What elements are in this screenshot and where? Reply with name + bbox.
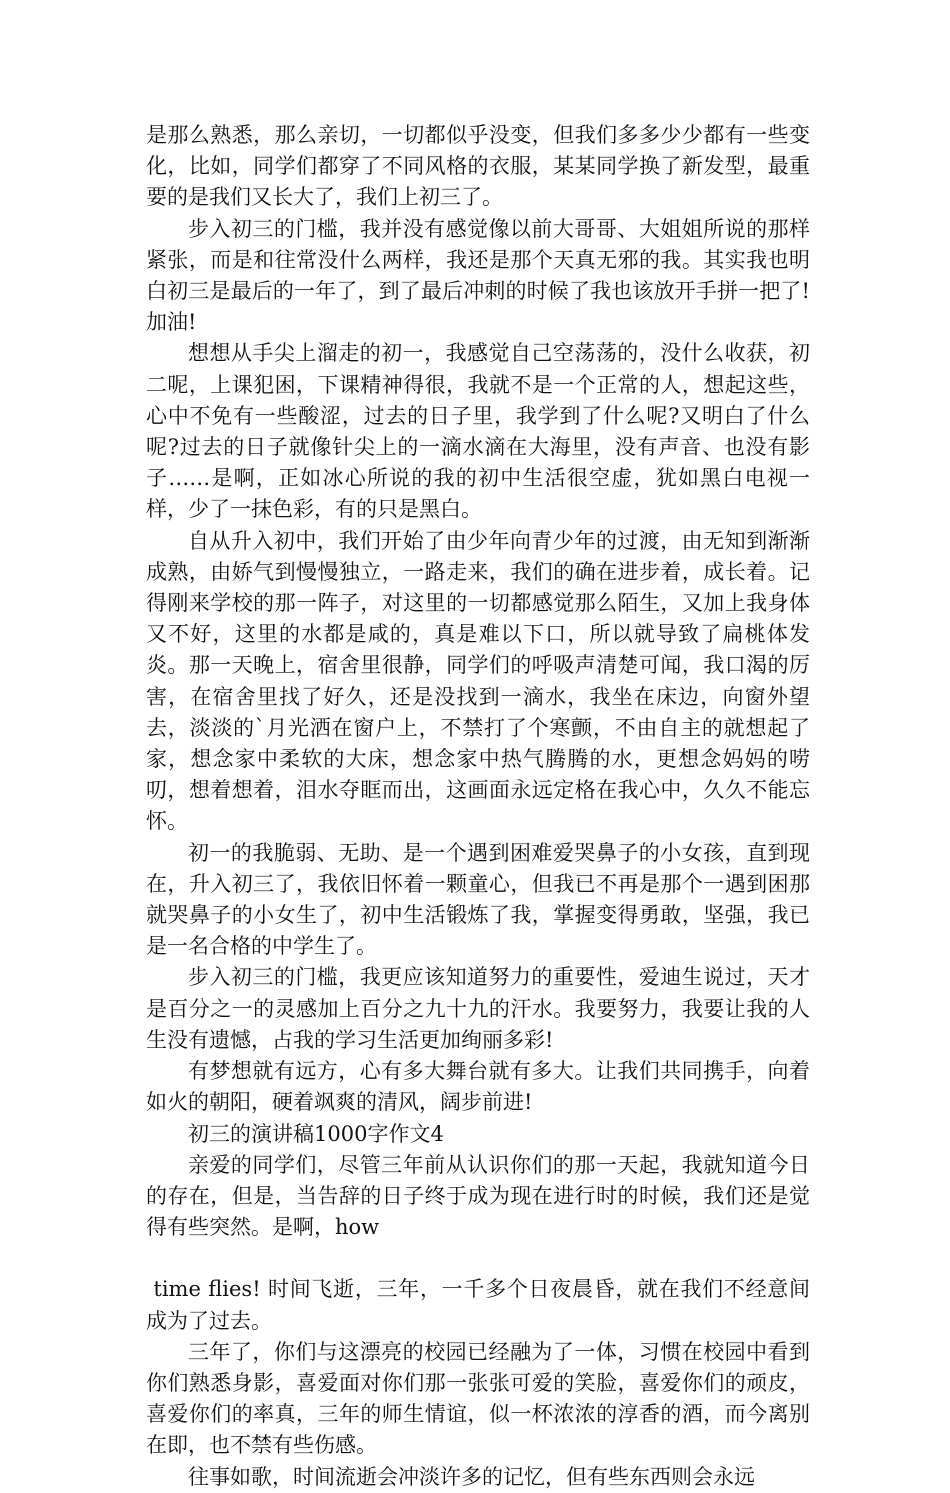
document-page xyxy=(146,120,810,1493)
paragraph-8: 亲爱的同学们，尽管三年前从认识你们的那一天起，我就知道今日的存在，但是，当告辞的日子终于成为现在进行时的时候，我们还是觉得有些突然。是啊，how xyxy=(146,1152,810,1240)
essay-heading: 初三的演讲稿1000字作文4 xyxy=(188,1121,444,1146)
paragraph-10: 三年了，你们与这漂亮的校园已经融为了一体，习惯在校园中看到你们熟悉身影，喜爱面对你们那一张张可爱的笑脸，喜爱你们的顽皮，喜爱你们的率真，三年的师生情谊，似一杯浓浓的淳香的酒，而今离别在即，也不禁有些伤感。 xyxy=(146,1339,810,1458)
paragraph-4: 自从升入初中，我们开始了由少年向青少年的过渡，由无知到渐渐成熟，由娇气到慢慢独立，一路走来，我们的确在进步着，成长着。记得刚来学校的那一阵子，对这里的一切都感觉那么陌生，又加上我身体又不好，这里的水都是咸的，真是难以下口，所以就导致了扁桃体发炎。那一天晚上，宿舍里很静，同学们的呼吸声清楚可闻，我口渴的厉害，在宿舍里找了好久，还是没找到一滴水，我坐在床边，向窗外望去，淡淡的`月光洒在窗户上，不禁打了个寒颤，不由自主的就想起了家，想念家中柔软的大床，想念家中热气腾腾的水，更想念妈妈的唠叨，想着想着，泪水夺眶而出，这画面永远定格在我心中，久久不能忘怀。 xyxy=(146,528,810,834)
paragraph-6: 步入初三的门槛，我更应该知道努力的重要性，爱迪生说过，天才是百分之一的灵感加上百分之九十九的汗水。我要努力，我要让我的人生没有遗憾，占我的学习生活更加绚丽多彩! xyxy=(146,965,810,1052)
paragraph-7: 有梦想就有远方，心有多大舞台就有多大。让我们共同携手，向着如火的朝阳，硬着飒爽的清风，阔步前进! xyxy=(146,1059,810,1115)
paragraph-5: 初一的我脆弱、无助、是一个遇到困难爱哭鼻子的小女孩，直到现在，升入初三了，我依旧怀着一颗童心，但我已不再是那个一遇到困那就哭鼻子的小女生了，初中生活锻炼了我，掌握变得勇敢，坚强，我已是一名合格的中学生了。 xyxy=(146,840,810,959)
paragraph-3: 想想从手尖上溜走的初一，我感觉自己空荡荡的，没什么收获，初二呢，上课犯困，下课精神得很，我就不是一个正常的人，想起这些，心中不免有一些酸涩，过去的日子里，我学到了什么呢?又明白了什么呢?过去的日子就像针尖上的一滴水滴在大海里，没有声音、也没有影子……是啊，正如冰心所说的我的初中生活很空虚，犹如黑白电视一样，少了一抹色彩，有的只是黑白。 xyxy=(146,341,810,522)
paragraph-9: time flies! 时间飞逝，三年，一千多个日夜晨昏，就在我们不经意间成为了过去。 xyxy=(146,1277,810,1333)
paragraph-11: 往事如歌，时间流逝会冲淡许多的记忆，但有些东西则会永远 xyxy=(188,1464,755,1489)
paragraph-2: 步入初三的门槛，我并没有感觉像以前大哥哥、大姐姐所说的那样紧张，而是和往常没什么两样，我还是那个天真无邪的我。其实我也明白初三是最后的一年了，到了最后冲刺的时候了我也该放开手拼一把了!加油! xyxy=(146,216,810,335)
paragraph-1: 是那么熟悉，那么亲切，一切都似乎没变，但我们多多少少都有一些变化，比如，同学们都穿了不同风格的衣服，某某同学换了新发型，最重要的是我们又长大了，我们上初三了。 xyxy=(146,123,810,210)
